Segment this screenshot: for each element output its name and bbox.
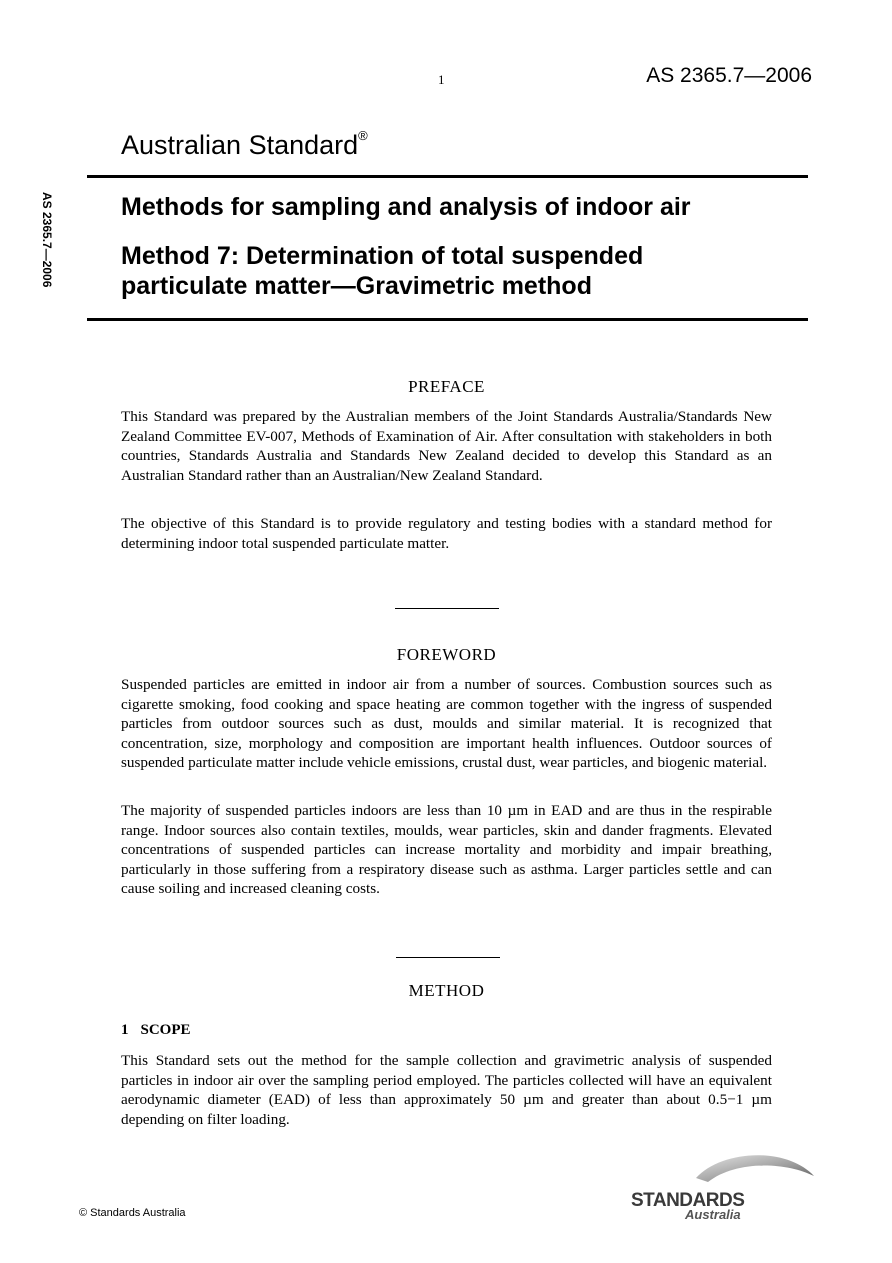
foreword-heading: FOREWORD xyxy=(396,645,497,664)
logo-wordmark: STANDARDS xyxy=(631,1190,745,1211)
scope-title: SCOPE xyxy=(140,1022,191,1038)
method-heading: METHOD xyxy=(408,981,485,1000)
logo-subtext: Australia xyxy=(685,1207,741,1220)
copyright-notice: © Standards Australia xyxy=(79,1207,186,1219)
title-bottom-rule xyxy=(87,318,808,321)
section-separator xyxy=(395,608,499,609)
section-separator xyxy=(396,957,500,958)
scope-number: 1 xyxy=(121,1022,129,1038)
brand-title xyxy=(121,130,368,161)
foreword-paragraph-1: Suspended particles are emitted in indoor air from a number of sources. Combustion sources such as cigarette smoking, food cooking and space heating are common together with the ingress of suspended particles from outdoor sources such as dust, moulds and similar material. It is recognized that concentration, size, morphology and composition are important health influences. Outdoor sources of suspended particulate matter include vehicle emissions, crustal dust, wear particles, and biogenic material. xyxy=(121,676,772,771)
registered-mark: ® xyxy=(358,128,368,143)
logo-swoosh-icon xyxy=(626,1148,816,1220)
preface-paragraph-2: The objective of this Standard is to provide regulatory and testing bodies with a standard method for determining indoor total suspended particulate matter. xyxy=(121,515,772,552)
preface-heading: PREFACE xyxy=(408,377,485,396)
main-title: Methods for sampling and analysis of indoor air xyxy=(121,193,691,221)
side-document-code: AS 2365.7—2006 xyxy=(40,192,54,288)
document-code: AS 2365.7—2006 xyxy=(646,64,812,87)
scope-paragraph: This Standard sets out the method for the sample collection and gravimetric analysis of suspended particles in indoor air over the sampling period employed. The particles collected will have an equivalent aerodynamic diameter (EAD) of less than approximately 50 µm and greater than about 0.5−1 µm depending on filter loading. xyxy=(121,1052,772,1128)
scope-heading xyxy=(121,1022,191,1039)
page-number: 1 xyxy=(438,72,445,87)
standards-australia-logo xyxy=(626,1148,816,1220)
preface-paragraph-1: This Standard was prepared by the Australian members of the Joint Standards Australia/Standards New Zealand Committee EV-007, Methods of Examination of Air. After consultation with stakeholders in both countries, Standards Australia and Standards New Zealand decided to develop this Standard as an Australian Standard rather than an Australian/New Zealand Standard. xyxy=(121,408,772,484)
foreword-paragraph-2: The majority of suspended particles indoors are less than 10 µm in EAD and are thus in the respirable range. Indoor sources also contain textiles, moulds, wear particles, skin and dander fragments. Elevated concentrations of suspended particles can increase mortality and morbidity and impair breathing, particularly in those suffering from a respiratory disease such as asthma. Larger particles settle and can cause soiling and increased cleaning costs. xyxy=(121,802,772,897)
title-top-rule xyxy=(87,175,808,178)
brand-text: Australian Standard xyxy=(121,130,359,160)
sub-title: Method 7: Determination of total suspended particulate matter—Gravimetric method xyxy=(121,242,644,300)
